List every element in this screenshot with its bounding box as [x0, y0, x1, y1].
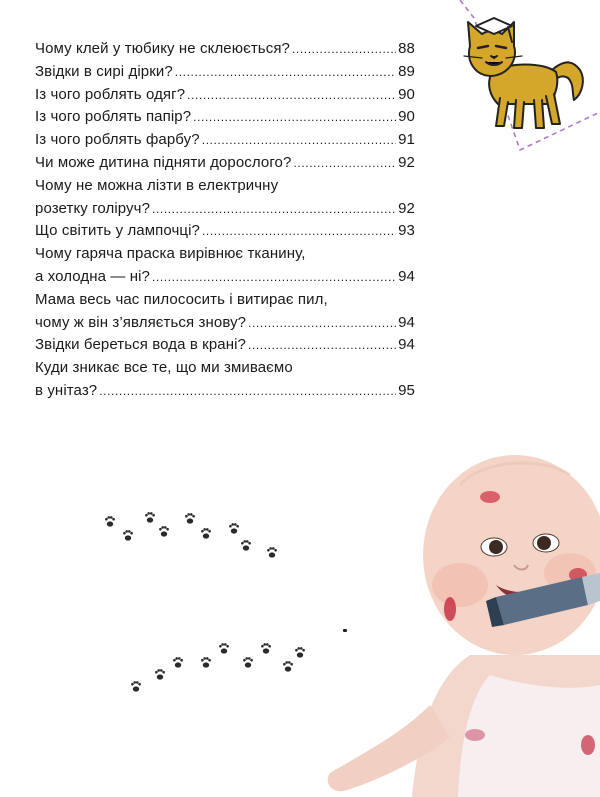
toc-entry[interactable]	[35, 220, 415, 243]
toc-page-number: 90	[398, 85, 415, 103]
paw-print-icon	[267, 547, 277, 558]
toc-entry[interactable]	[35, 243, 415, 289]
toc-entry-title: Звідки береться вода в крані?	[35, 336, 246, 354]
toc-entry-title-continued: а холодна — ні?	[35, 267, 150, 285]
toc-page-number: 88	[398, 40, 415, 57]
lipstick-mark	[480, 491, 500, 503]
lipstick-mark	[581, 735, 595, 755]
toc-leader-dots	[202, 129, 396, 152]
toc-leader-dots	[293, 152, 396, 175]
toc-leader-dots	[193, 106, 396, 129]
toc-entry-title: Чи може дитина підняти дорослого?	[35, 153, 292, 171]
paw-print-icon	[131, 681, 141, 692]
paw-print-icon	[123, 530, 133, 541]
toc-entry[interactable]	[35, 289, 415, 335]
toc-page-number: 92	[398, 199, 415, 217]
toc-entry[interactable]	[35, 129, 415, 152]
toc-entry-title: Звідки в сирі дірки?	[35, 62, 173, 80]
toc-entry[interactable]	[35, 38, 415, 61]
toc-leader-dots	[99, 380, 396, 403]
toc-entry-title-continued: в унітаз?	[35, 381, 98, 399]
paw-print-icon	[155, 669, 165, 680]
toc-leader-dots	[152, 266, 396, 289]
toc-page-number: 89	[398, 62, 415, 80]
cat-icon	[464, 18, 583, 128]
cat-illustration	[456, 0, 600, 160]
toc-entry[interactable]	[35, 357, 415, 403]
toc-leader-dots	[202, 220, 396, 243]
paw-print-icon	[173, 657, 183, 668]
paw-print-icon	[105, 516, 115, 527]
paw-print-icon	[201, 528, 211, 539]
toc-page-number: 91	[398, 131, 415, 149]
toc-entry-title: Чому не можна лізти в електричну	[35, 176, 279, 194]
toc-entry-title-continued: чому ж він з’являється знову?	[35, 313, 247, 331]
lipstick-mark	[465, 729, 485, 741]
baby-photo	[320, 455, 600, 797]
toc-leader-dots	[248, 334, 396, 357]
lipstick-mark	[444, 597, 456, 621]
toc-page-number: 95	[398, 381, 415, 399]
toc-entry-title: Із чого роблять одяг?	[35, 85, 186, 103]
toc-page-number: 90	[398, 108, 415, 126]
toc-entry[interactable]	[35, 334, 415, 357]
toc-entry[interactable]	[35, 175, 415, 221]
toc-entry[interactable]	[35, 61, 415, 84]
toc-entry[interactable]	[35, 152, 415, 175]
toc-leader-dots	[187, 84, 396, 107]
toc-entry-title: Із чого роблять фарбу?	[35, 131, 200, 149]
toc-entry[interactable]	[35, 84, 415, 107]
paw-print-icon	[243, 657, 253, 668]
toc-entry-title: Що світить у лампочці?	[35, 222, 200, 240]
paw-print-icon	[261, 643, 271, 654]
paw-print-icon	[201, 657, 211, 668]
toc-leader-dots	[248, 312, 396, 335]
toc-page-number: 94	[398, 336, 415, 354]
toc-entry-title: Чому клей у тюбику не склеюється?	[35, 40, 290, 57]
toc-page-number: 93	[398, 222, 415, 240]
paw-print-icon	[159, 526, 169, 537]
toc-page-number: 92	[398, 153, 415, 171]
table-of-contents	[35, 38, 415, 403]
toc-page-number: 94	[398, 267, 415, 285]
toc-entry-title: Із чого роблять папір?	[35, 108, 192, 126]
paw-print-icon	[241, 540, 251, 551]
paw-print-icon	[219, 643, 229, 654]
toc-entry-title: Чому гаряча праска вирівнює тканину,	[35, 245, 306, 263]
toc-entry-title-continued: розетку голіруч?	[35, 199, 151, 217]
toc-page-number: 94	[398, 313, 415, 331]
toc-leader-dots	[175, 61, 396, 84]
toc-entry-title: Куди зникає все те, що ми змиваємо	[35, 359, 293, 377]
paw-print-icon	[185, 513, 195, 524]
toc-entry[interactable]	[35, 106, 415, 129]
paw-print-icon	[283, 661, 293, 672]
paw-print-icon	[295, 647, 305, 658]
paw-print-icon	[229, 523, 239, 534]
toc-leader-dots	[292, 38, 396, 61]
toc-leader-dots	[152, 198, 396, 221]
paw-print-icon	[145, 512, 155, 523]
toc-entry-title: Мама весь час пилососить і витирає пил,	[35, 290, 328, 308]
